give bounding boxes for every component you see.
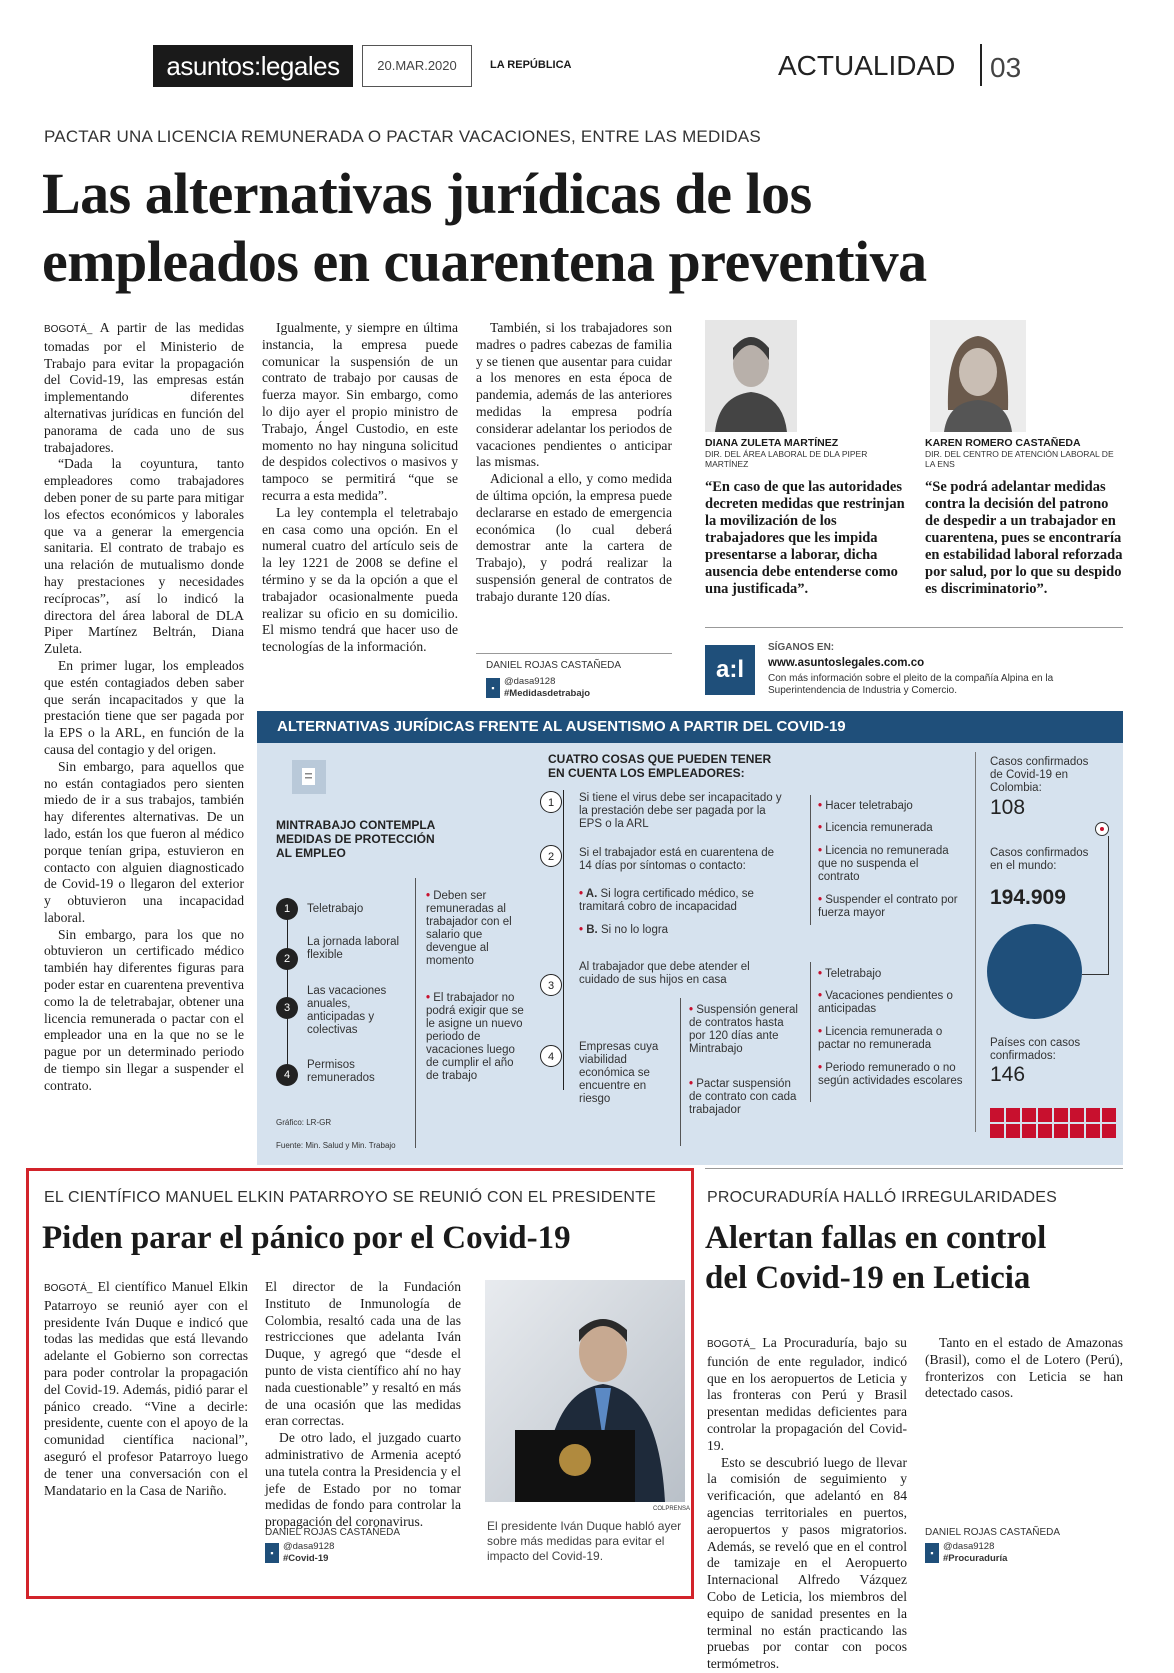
tag-icon: ▪ [925, 1543, 939, 1563]
duque-photo [485, 1280, 685, 1502]
stat-value: 194.909 [990, 886, 1066, 909]
divider [476, 653, 672, 654]
portrait-photo [705, 320, 797, 432]
paragraph: Esto se descubrió luego de llevar la comisión de seguimiento y verificación, que adelantó en 84 agencias territoriales en puertos, aeropuertos y pasos migratorios. Además, se reveló que en el control de tamizaje en el Aeropuerto Internacional Alfredo Vázquez Cobo de Leticia, los miembros del equipo de sanidad presentes en la terminal no están practicando las pruebas por contar con pocos termómetros. [707, 1454, 907, 1672]
left-item: Las vacaciones anuales, anticipadas y colectivas [307, 985, 387, 1036]
connector-line [1082, 974, 1108, 975]
paragraph: Adicional a ello, y como medida de última opción, la empresa puede declararse en estado de emergencia económica (lo cual deberá demostrar ante la cartera de Trabajo), y podrá realizar la suspensión general de contratos de trabajo durante 120 días. [476, 471, 672, 604]
byline: DANIEL ROJAS CASTAÑEDA [486, 660, 622, 671]
section-title: ACTUALIDAD [778, 50, 956, 81]
right-b-item: • Licencia remunerada [818, 822, 933, 834]
headline-line-1: Alertan fallas en control [705, 1220, 1047, 1256]
divider [705, 627, 1123, 628]
sub-item-b: • B. Si no lo logra [579, 924, 669, 936]
follow-title: SÍGANOS EN: [768, 642, 835, 653]
step-number: 2 [540, 845, 562, 867]
step-number: 1 [540, 791, 562, 813]
sub-item-a: • A. Si logra certificado médico, se tramitará cobro de incapacidad [579, 888, 754, 913]
source-credit: Fuente: Min. Salud y Min. Trabajo [276, 1141, 396, 1150]
quote-role: DIR. DEL CENTRO DE ATENCIÓN LABORAL DE LA ENS [925, 449, 1114, 469]
quote-name: KAREN ROMERO CASTAÑEDA [925, 437, 1081, 449]
story2-kicker: EL CIENTÍFICO MANUEL ELKIN PATARROYO SE REUNIÓ CON EL PRESIDENTE [44, 1189, 657, 1206]
countries-square-grid [990, 1108, 1118, 1138]
paragraph: El científico Manuel Elkin Patarroyo se reunió ayer con el presidente Iván Duque e indicó que todas las medidas que está llevando adelante el Gobierno son correctas para poder controlar la propagación del Covid-19. Además, pidió parar el pánico creado. “Vine a decirle: presidente, cuente con el apoyo de la comunidad científica nacional”, aseguró el profesor Patarroyo luego de tener una conversación con el Mandatario en la Casa de Nariño. [44, 1279, 248, 1498]
step-number: 2 [276, 948, 298, 970]
headline-line-2: del Covid-19 en Leticia [705, 1260, 1031, 1296]
paragraph: También, si los trabajadores son madres o padres cabezas de familia y se tienen que ausentar para cuidar a los menores en esta época de pandemia, además de las anteriores medidas la empresa podría considerar adelantar los periodos de vacaciones pendientes o anticipar las mismas. [476, 320, 672, 470]
newspaper-name: LA REPÚBLICA [490, 59, 572, 71]
byline: DANIEL ROJAS CASTAÑEDA [265, 1527, 401, 1538]
paragraph: “Dada la coyuntura, tanto empleadores como trabajadores deben poner de su parte para mitigar los efectos económicos y laborales que va a generar la emergencia sanitaria. El contrato de trabajo es una relación de mutualismo donde hay prestaciones y necesidades recíprocas”, así lo indicó la directora del área laboral de DLA Piper Martínez Beltrán, Diana Zuleta. [44, 456, 244, 657]
tag-icon: ▪ [265, 1543, 279, 1563]
bracket-line [680, 998, 681, 1146]
left-item: La jornada laboral flexible [307, 936, 400, 961]
stat-value: 108 [990, 796, 1026, 819]
story2-column-1 [44, 1279, 248, 1499]
right-3-item: • Teletrabajo [818, 968, 882, 980]
right-3-item: • Periodo remunerado o no según actividades escolares [818, 1062, 963, 1087]
author-social [925, 1541, 1007, 1565]
paragraph: Tanto en el estado de Amazonas (Brasil), como el de Lotero (Perú), fronterizos con Leticia se han detectado casos. [925, 1335, 1123, 1401]
paragraph: De otro lado, el juzgado cuarto administrativo de Armenia aceptó una tutela contra la Presidencia y el jefe de Estado por no tomar medidas de fondo para controlar la propagación del coronavirus. [265, 1430, 461, 1530]
twitter-handle[interactable]: @dasa9128 [504, 676, 556, 687]
quote-block-2 [925, 437, 1125, 598]
right-4-item: • Suspensión general de contratos hasta por 120 días ante Mintrabajo [689, 1004, 798, 1055]
quote-role: DIR. DEL ÁREA LABORAL DE DLA PIPER MARTÍNEZ [705, 449, 868, 469]
step-number: 3 [276, 997, 298, 1019]
right-4-item: • Pactar suspensión de contrato con cada trabajador [689, 1078, 797, 1116]
quote-text: “En caso de que las autoridades decreten medidas que restrinjan la movilización de los trabajadores que les impida presentarse a laborar, dicha ausencia debe entenderse como una justificada”. [705, 479, 905, 597]
photo-credit: COLPRENSA [653, 1506, 691, 1512]
twitter-handle[interactable]: @dasa9128 [283, 1541, 335, 1552]
speaker-photo-icon [485, 1280, 685, 1502]
right-b-item: • Suspender el contrato por fuerza mayor [818, 894, 958, 919]
timeline-line [287, 898, 288, 1078]
stat-value: 146 [990, 1063, 1026, 1086]
portrait-photo [930, 320, 1026, 432]
world-cases-circle-icon [987, 924, 1082, 1019]
site-link[interactable]: www.asuntoslegales.com.co [768, 657, 925, 669]
left-note: • El trabajador no podrá exigir que se le asigne un nuevo periodo de vacaciones luego de cumplir el año de trabajo [426, 992, 524, 1082]
mid-item: Empresas cuya viabilidad económica se encuentre en riesgo [579, 1041, 659, 1105]
mid-title: CUATRO COSAS QUE PUEDEN TENER EN CUENTA LOS EMPLEADORES: [548, 752, 772, 780]
dateline: BOGOTÁ_ [44, 324, 93, 335]
byline: DANIEL ROJAS CASTAÑEDA [925, 1527, 1061, 1538]
dateline: BOGOTÁ_ [44, 1283, 93, 1294]
mid-item: Si tiene el virus debe ser incapacitado y la prestación debe ser pagada por la EPS o la ARL [579, 792, 782, 830]
mid-item: Si el trabajador está en cuarentena de 14 días por síntomas o contacto: [579, 847, 774, 872]
bracket-line [415, 878, 416, 1148]
right-b-item: • Licencia no remunerada que no suspenda el contrato [818, 845, 949, 883]
stat-label: Casos confirmados en el mundo: [990, 847, 1089, 872]
author-social [486, 676, 590, 700]
right-3-item: • Vacaciones pendientes o anticipadas [818, 990, 953, 1015]
left-item: Teletrabajo [307, 903, 364, 915]
tag-icon: ▪ [486, 678, 500, 698]
dateline: BOGOTÁ_ [707, 1339, 756, 1350]
paragraph: Igualmente, y siempre en última instancia, la empresa puede comunicar la suspensión de un contrato de trabajo por causas de fuerza mayor. Sin embargo, como lo dijo ayer el propio ministro de Trabajo, Ángel Custodio, en este momento no hay ninguna solicitud de despidos colectivos o masivos y tampoco se permitirá “que se recurra a esta medida”. [262, 320, 458, 503]
headline-line-2: empleados en cuarentena preventiva [42, 229, 927, 294]
infographic-title: ALTERNATIVAS JURÍDICAS FRENTE AL AUSENTISMO A PARTIR DEL COVID-19 [257, 711, 1123, 743]
main-column-3 [476, 320, 672, 606]
divider [705, 1168, 1123, 1169]
paragraph: A partir de las medidas tomadas por el Ministerio de Trabajo para evitar la propagación del Covid-19, las empresas están implementando diferentes alternativas jurídicas en función del panorama de cada uno de sus trabajadores. [44, 320, 244, 455]
paragraph: Sin embargo, para aquellos que no están contagiados pero sienten miedo de ir a sus trabajos, también hay diferentes alternativas. De un lado, están los que fueron al médico porque tenían gripa, estuvieron en contacto con alguien diagnosticado de Covid-19 o llegaron del exterior y obtuvieron una incapacidad laboral. [44, 758, 244, 925]
paragraph: El director de la Fundación Instituto de Inmunología de Colombia, resaltó cada una de las restricciones que adelanta Iván Duque, y agregó que “desde el punto de vista científico ahí no hay nada cuestionable” y resaltó en más de una ocasión que las medidas eran correctas. [265, 1279, 461, 1429]
story3-column-2 [925, 1335, 1123, 1515]
paragraph: En primer lugar, los empleados que estén contagiados deben saber que serán incapacitados y que la prestación tiene que ser pagada por la EPS o la ARL, en función de la causa del contagio y del origen. [44, 657, 244, 757]
story2-headline: Piden parar el pánico por el Covid-19 [42, 1220, 571, 1256]
twitter-handle[interactable]: @dasa9128 [943, 1541, 995, 1552]
paragraph: La ley contempla el teletrabajo en casa como una opción. En el numeral cuatro del artículo seis de la ley 1221 de 2008 se define el término y se da la opción a que el trabajador ocasionalmente pueda realizar su oficio en su domicilio. El mismo tendrá que hacer uso de tecnologías de la información. [262, 504, 458, 655]
bracket-line [810, 962, 811, 1102]
right-b-item: • Hacer teletrabajo [818, 800, 913, 812]
main-headline [42, 160, 927, 296]
step-number: 3 [540, 974, 562, 996]
hashtag[interactable]: #Covid-19 [283, 1553, 329, 1564]
main-column-2 [262, 320, 458, 656]
right-3-item: • Licencia remunerada o pactar no remunerada [818, 1026, 943, 1051]
step-number: 4 [540, 1045, 562, 1067]
colombia-cases-circle-icon [1095, 822, 1109, 836]
hashtag[interactable]: #Medidasdetrabajo [504, 688, 591, 699]
portrait-silhouette-icon [930, 320, 1026, 432]
stat-label: Casos confirmados de Covid-19 en Colombia: [990, 756, 1089, 794]
paragraph: Sin embargo, para los que no obtuvieron un certificado médico también hay diferentes figuras para poder estar en cuarentena preventiva como la de teletrabajar, obtener una licencia remunerada o pactar con el empleador una en la que no se le pague por un determinado periodo de tiempo sin llegar a suspender el contrato. [44, 926, 244, 1093]
stats-divider [975, 752, 976, 1132]
story3-column-1 [707, 1335, 907, 1673]
step-number: 1 [276, 898, 298, 920]
stat-label: Países con casos confirmados: [990, 1037, 1081, 1062]
follow-text: Con más información sobre el pleito de la compañía Alpina en la Superintendencia de Industria y Comercio. [768, 673, 1054, 696]
bracket-line [810, 795, 811, 925]
headline-line-1: Las alternativas jurídicas de los [42, 161, 812, 226]
main-column-1 [44, 320, 244, 1095]
brand-logo: asuntos:legales [153, 45, 353, 87]
photo-caption: El presidente Iván Duque habló ayer sobre más medidas para evitar el impacto del Covid-19. [487, 1519, 682, 1563]
left-item: Permisos remunerados [307, 1059, 375, 1084]
story3-headline [705, 1218, 1046, 1298]
quote-text: “Se podrá adelantar medidas contra la decisión del patrono de despedir a un trabajador en cuarentena, pues se encontraría en estabilidad laboral reforzada por salud, por lo que su despido es discriminatorio”. [925, 479, 1123, 597]
main-kicker: PACTAR UNA LICENCIA REMUNERADA O PACTAR VACACIONES, ENTRE LAS MEDIDAS [44, 127, 761, 146]
graphic-credit: Gráfico: LR-GR [276, 1118, 332, 1127]
page-number: 03 [980, 44, 1021, 86]
story3-kicker: PROCURADURÍA HALLÓ IRREGULARIDADES [707, 1189, 1057, 1206]
hashtag[interactable]: #Procuraduría [943, 1553, 1008, 1564]
quote-block-1 [705, 437, 905, 598]
mid-item: Al trabajador que debe atender el cuidado de sus hijos en casa [579, 961, 750, 986]
timeline-line [563, 790, 564, 1090]
left-note: • Deben ser remuneradas al trabajador con el salario que devengue al momento [426, 890, 512, 967]
author-social [265, 1541, 334, 1565]
paragraph: La Procuraduría, bajo su función de ente regulador, indicó que en los aeropuertos de Leticia y las fronteras con Perú y Brasil presentan medidas deficientes para controlar la propagación del Covid-19. [707, 1335, 907, 1453]
step-number: 4 [276, 1064, 298, 1086]
connector-line [1108, 836, 1109, 975]
portrait-silhouette-icon [705, 320, 797, 432]
issue-date: 20.MAR.2020 [362, 45, 472, 87]
quote-name: DIANA ZULETA MARTÍNEZ [705, 437, 839, 449]
left-title: MINTRABAJO CONTEMPLA MEDIDAS DE PROTECCIÓN AL EMPLEO [276, 818, 435, 860]
document-icon [292, 760, 326, 794]
site-logo-icon: a:l [705, 645, 755, 695]
